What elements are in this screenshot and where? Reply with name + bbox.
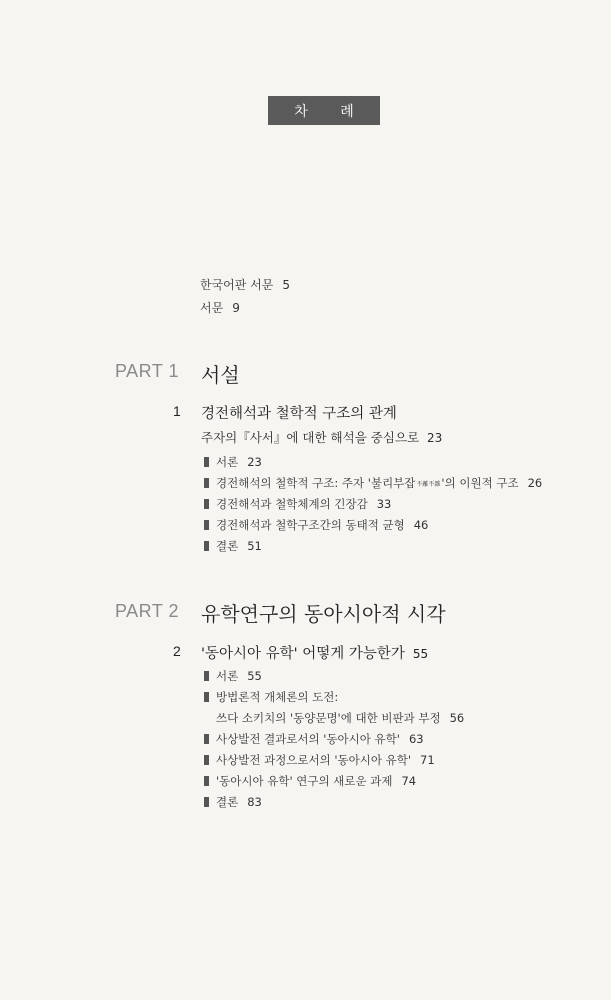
section-title-end: '의 이원적 구조 [441,476,519,490]
section-entry [204,794,262,810]
chapter-subtitle [201,428,442,446]
entry-title: 한국어판 서문 [200,278,274,292]
toc-entry [200,276,290,293]
page-number: 56 [449,711,465,725]
bullet-icon [204,520,209,530]
section-title: 경전해석의 철학적 구조: 주자 '불리부잡 [216,476,416,490]
part-title: 유학연구의 동아시아적 시각 [201,602,446,626]
page-number: 23 [427,431,443,445]
hanja-annotation: 不離不雜 [416,480,441,488]
section-entry [204,454,262,470]
bullet-icon [204,776,209,786]
bullet-icon [204,541,209,551]
bullet-icon [204,457,209,467]
section-title: 방법론적 개체론의 도전: [216,690,339,704]
part-label: PART 2 [115,601,180,621]
page-number: 9 [232,301,240,315]
bullet-icon [204,797,209,807]
section-title: 서론 [216,669,239,683]
chapter-number: 2 [173,643,181,659]
section-continuation [216,710,464,726]
page-number: 71 [420,753,435,767]
section-title: 서론 [216,455,239,469]
subtitle-text: 주자의『사서』에 대한 해석을 중심으로 [201,430,420,445]
section-entry [204,752,435,768]
section-title: '동아시아 유학' 연구의 새로운 과제 [216,774,393,788]
entry-title: 서문 [200,301,224,315]
page-number: 46 [413,518,429,532]
section-title: 결론 [216,795,239,809]
toc-title: 차 례 [268,96,380,125]
page-number: 63 [408,732,424,746]
section-title: 결론 [216,539,239,553]
bullet-icon [204,671,209,681]
bullet-icon [204,734,209,744]
section-title: 사상발전 과정으로서의 '동아시아 유학' [216,753,412,767]
bullet-icon [204,478,209,488]
page-number: 74 [401,774,417,788]
page-number: 23 [247,455,262,469]
page-number: 83 [247,795,262,809]
bullet-icon [204,499,209,509]
section-entry [204,689,338,705]
page-number: 5 [282,278,291,292]
section-entry [204,475,542,491]
page-number: 55 [412,647,429,661]
page-number: 33 [376,497,392,511]
section-title-cont: 쓰다 소키치의 '동양문명'에 대한 비판과 부정 [216,711,441,725]
toc-entry [200,299,240,316]
section-entry [204,517,428,533]
section-title: 경전해석과 철학구조간의 동태적 균형 [216,518,405,532]
chapter-title: 경전해석과 철학적 구조의 관계 [201,406,397,422]
bullet-icon [204,692,209,702]
section-entry [204,773,416,789]
page-number: 55 [247,669,262,683]
page-number: 51 [247,539,262,553]
section-entry [204,538,262,554]
chapter-title [201,642,428,663]
section-title: 사상발전 결과로서의 '동아시아 유학' [216,732,400,746]
part-label: PART 1 [115,361,180,381]
page-number: 26 [527,476,543,490]
part-title: 서설 [201,363,240,387]
section-entry [204,496,391,512]
section-entry [204,668,262,684]
section-title: 경전해석과 철학체계의 긴장감 [216,497,368,511]
section-entry [204,731,424,747]
chapter-title-text: '동아시아 유학' 어떻게 가능한가 [201,646,405,662]
chapter-number: 1 [173,403,181,419]
bullet-icon [204,755,209,765]
